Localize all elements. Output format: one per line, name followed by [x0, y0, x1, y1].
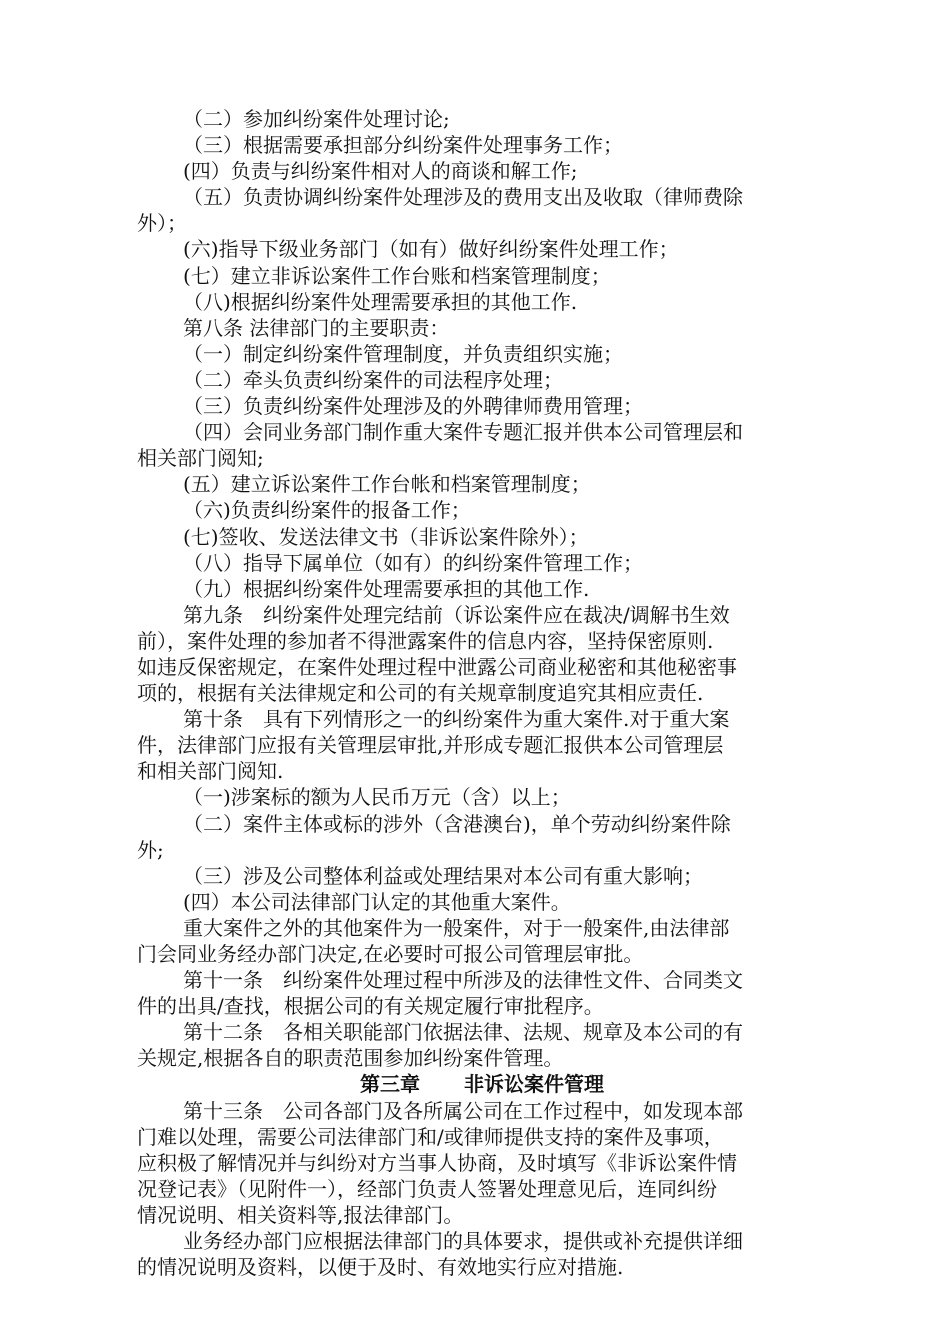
text-line: 前），案件处理的参加者不得泄露案件的信息内容，坚持保密原则.: [137, 628, 714, 653]
text-line: 关规定,根据各自的职责范围参加纠纷案件管理。: [137, 1046, 564, 1071]
text-line: 第九条 纠纷案件处理完结前（诉讼案件应在裁决/调解书生效: [183, 602, 730, 627]
text-line: 第十二条 各相关职能部门依据法律、法规、规章及本公司的有: [183, 1020, 743, 1045]
text-line: 应积极了解情况并与纠纷对方当事人协商，及时填写《非诉讼案件情: [137, 1150, 737, 1175]
text-block-chapter-three: [137, 1098, 807, 1281]
text-line: 第十三条 公司各部门及各所属公司在工作过程中，如发现本部: [183, 1098, 743, 1123]
text-line: 业务经办部门应根据法律部门的具体要求，提供或补充提供详细: [183, 1229, 743, 1254]
text-line: （二）牵头负责纠纷案件的司法程序处理；: [183, 367, 563, 392]
text-line: (七）建立非诉讼案件工作台账和档案管理制度；: [183, 263, 611, 288]
text-line: (七)签收、发送法律文书（非诉讼案件除外）；: [183, 524, 589, 549]
text-line: 门会同业务经办部门决定,在必要时可报公司管理层审批。: [137, 942, 644, 966]
text-line: 第八条 法律部门的主要职责：: [183, 315, 450, 340]
text-line: 的情况说明及资料，以便于及时、有效地实行应对措施.: [137, 1255, 624, 1280]
text-line: 外）；: [137, 211, 187, 236]
text-line: 第十一条 纠纷案件处理过程中所涉及的法律性文件、合同类文: [183, 968, 743, 993]
chapter-number: 第三章: [360, 1072, 420, 1097]
text-line: 外;: [137, 837, 164, 862]
text-line: 况登记表》（见附件一），经部门负责人签署处理意见后，连同纠纷: [137, 1176, 717, 1201]
text-line: (五）建立诉讼案件工作台帐和档案管理制度；: [183, 472, 591, 497]
text-line: 和相关部门阅知.: [137, 759, 284, 784]
text-line: 门难以处理，需要公司法律部门和/或律师提供支持的案件及事项，: [137, 1124, 724, 1149]
text-block-chapter-two: [137, 106, 807, 1071]
text-line: （三）根据需要承担部分纠纷案件处理事务工作；: [183, 133, 623, 158]
text-line: （二）参加纠纷案件处理讨论;: [183, 107, 450, 131]
text-line: (六)指导下级业务部门（如有）做好纠纷案件处理工作；: [183, 237, 679, 262]
chapter-title: 非诉讼案件管理: [464, 1072, 604, 1097]
text-line: 相关部门阅知;: [137, 446, 264, 471]
text-line: （三）负责纠纷案件处理涉及的外聘律师费用管理；: [183, 394, 643, 419]
text-line: （八)根据纠纷案件处理需要承担的其他工作.: [183, 289, 578, 314]
text-line: （九）根据纠纷案件处理需要承担的其他工作.: [183, 576, 590, 601]
text-line: (四）负责与纠纷案件相对人的商谈和解工作;: [183, 159, 578, 184]
text-line: 件的出具/查找，根据公司的有关规定履行审批程序。: [137, 994, 604, 1019]
text-line: 重大案件之外的其他案件为一般案件，对于一般案件,由法律部: [183, 915, 730, 940]
text-line: 第十条 具有下列情形之一的纠纷案件为重大案件.对于重大案: [183, 707, 730, 732]
text-line: （一)涉案标的额为人民币万元（含）以上；: [183, 785, 571, 810]
chapter-heading: [137, 1071, 807, 1097]
text-line: （四）会同业务部门制作重大案件专题汇报并供本公司管理层和: [183, 420, 743, 445]
text-line: 如违反保密规定，在案件处理过程中泄露公司商业秘密和其他秘密事: [137, 654, 737, 679]
text-line: （二）案件主体或标的涉外（含港澳台)，单个劳动纠纷案件除: [183, 811, 731, 836]
text-line: （五）负责协调纠纷案件处理涉及的费用支出及收取（律师费除: [183, 185, 743, 210]
document-body: [137, 106, 807, 1280]
text-line: 件，法律部门应报有关管理层审批,并形成专题汇报供本公司管理层: [137, 733, 724, 758]
text-line: 项的，根据有关法律规定和公司的有关规章制度追究其相应责任.: [137, 681, 704, 706]
text-line: （一）制定纠纷案件管理制度，并负责组织实施；: [183, 341, 623, 366]
text-line: （八）指导下属单位（如有）的纠纷案件管理工作；: [183, 550, 643, 575]
text-line: 情况说明、相关资料等,报法律部门。: [137, 1202, 464, 1227]
text-line: (四）本公司法律部门认定的其他重大案件。: [183, 889, 571, 914]
text-line: （三）涉及公司整体利益或处理结果对本公司有重大影响；: [183, 863, 703, 888]
text-line: （六)负责纠纷案件的报备工作；: [183, 498, 471, 523]
